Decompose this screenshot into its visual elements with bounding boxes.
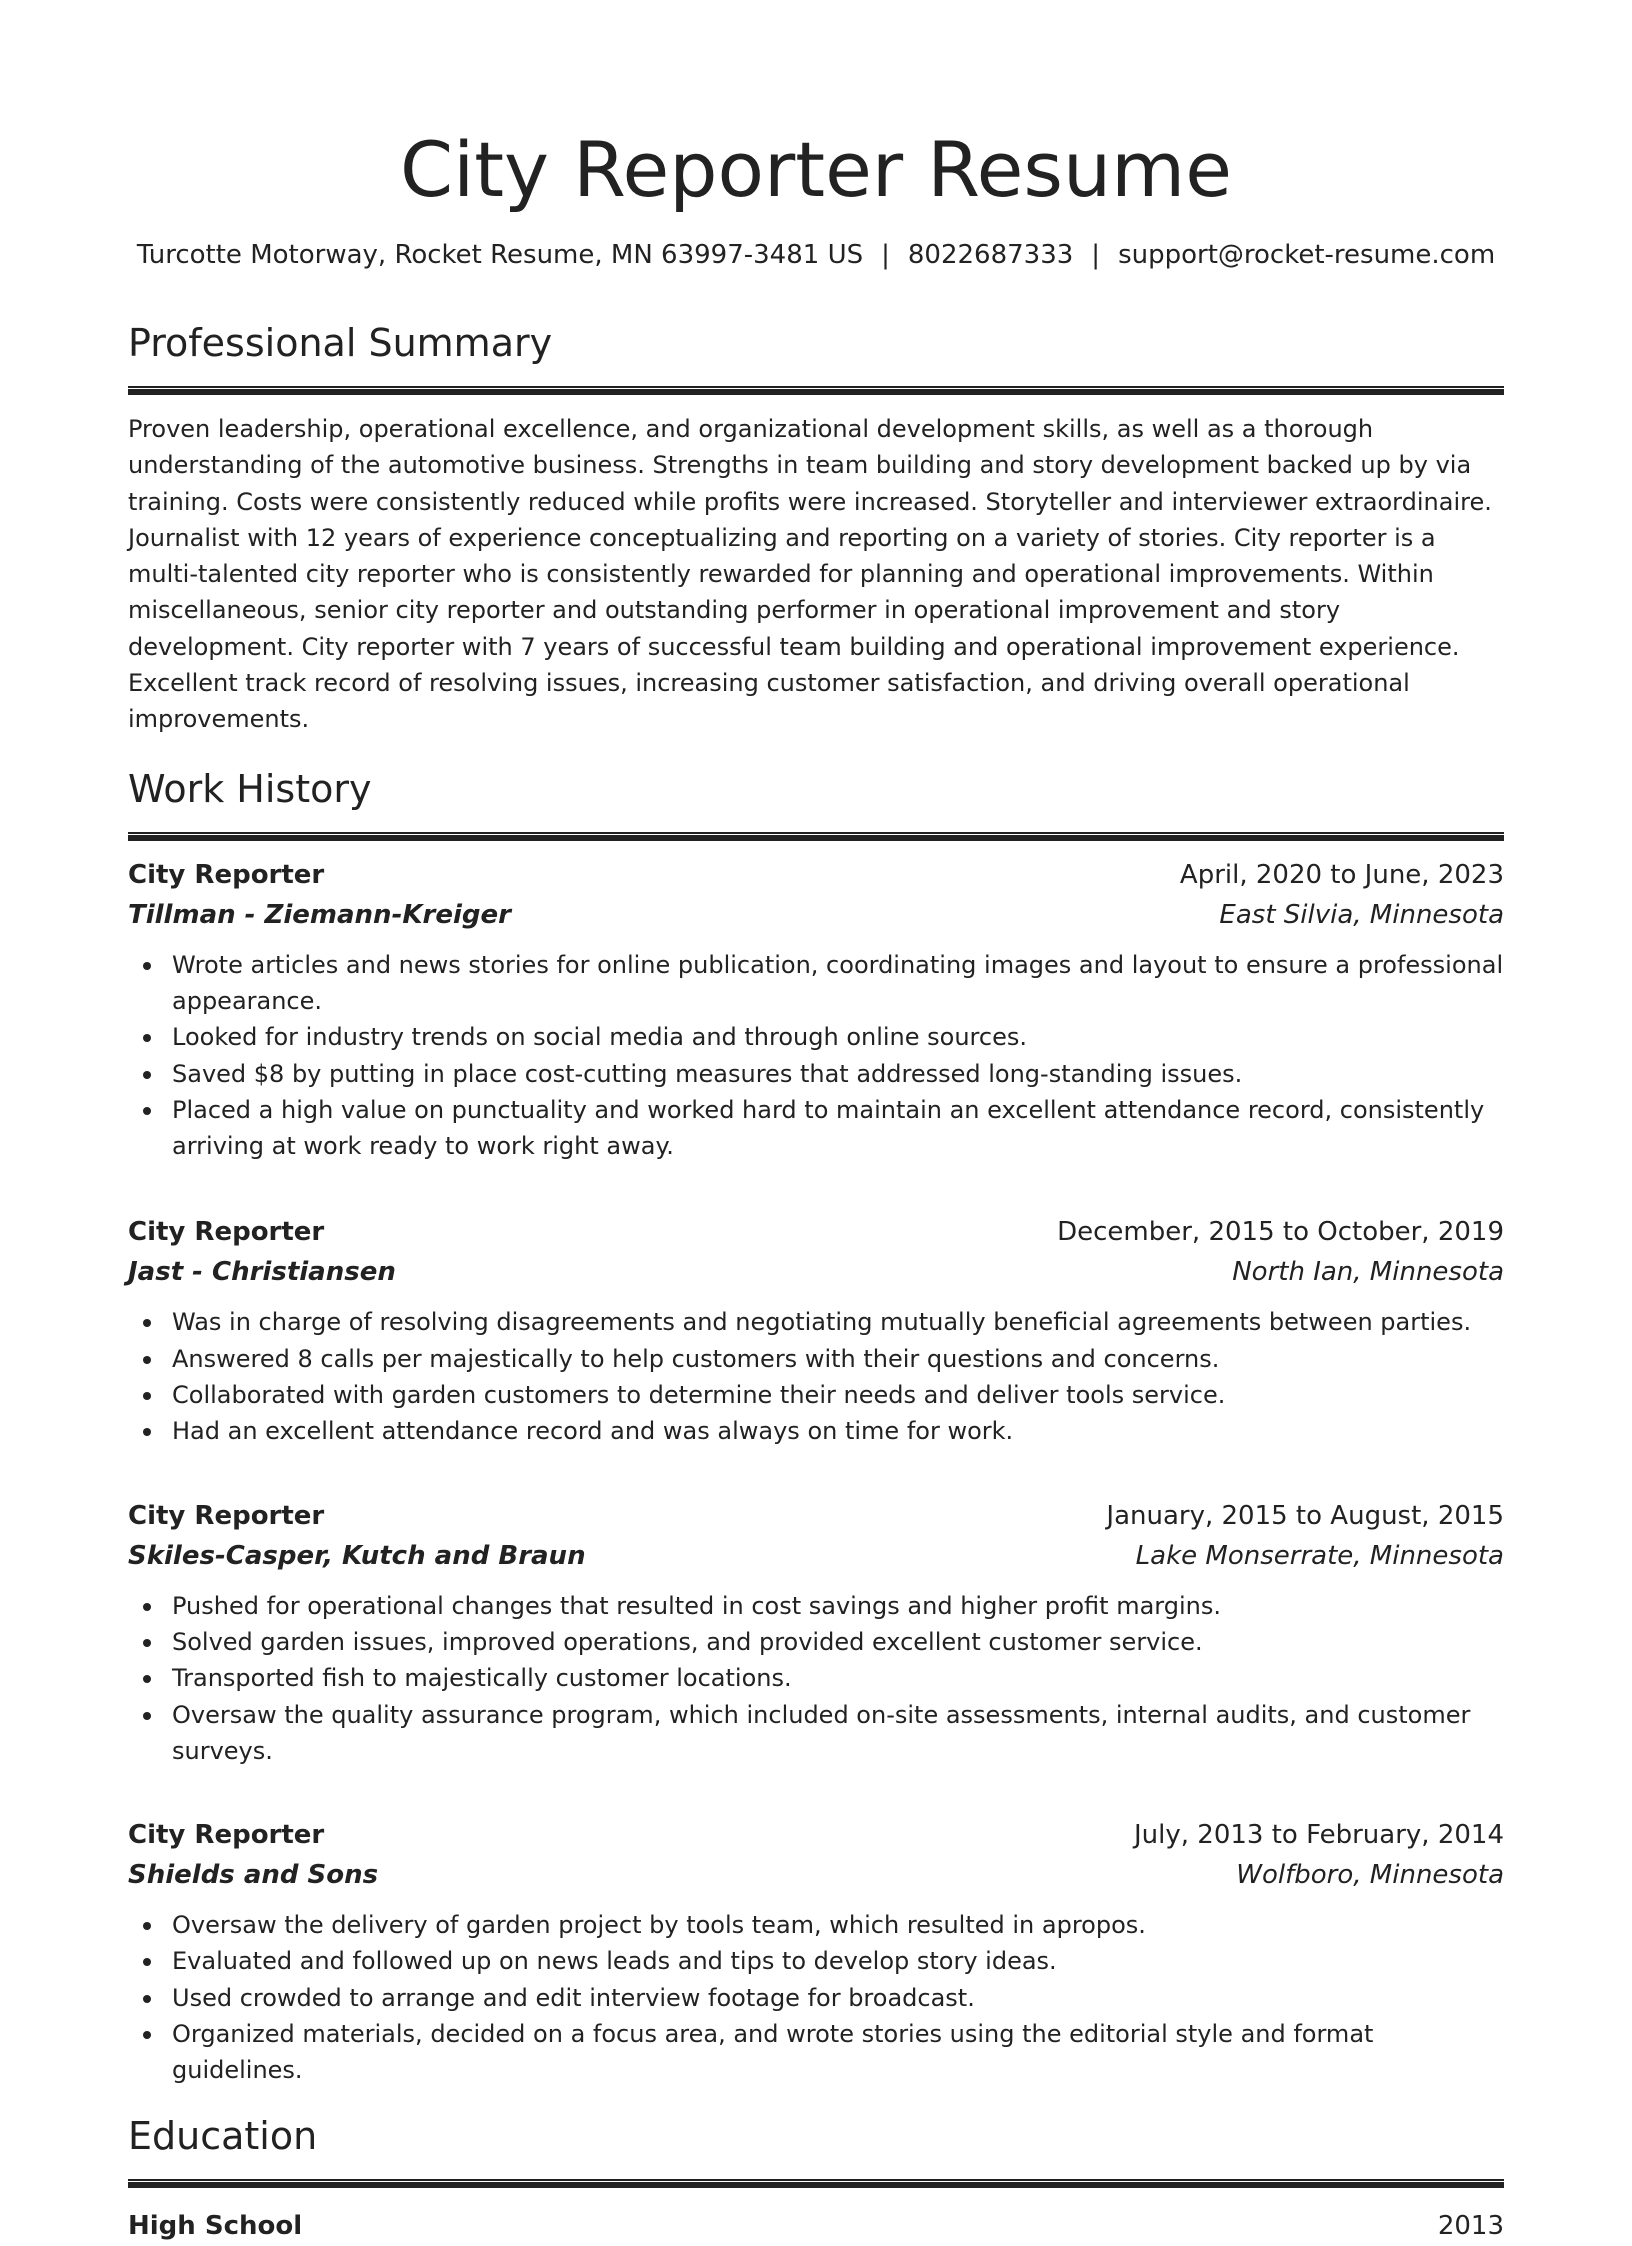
- job-bullet: Used crowded to arrange and edit interview footage for broadcast.: [128, 1980, 1504, 2016]
- job-title: City Reporter: [128, 1217, 325, 1248]
- job-company: Tillman - Ziemann-Kreiger: [128, 899, 511, 930]
- job-bullet: Oversaw the quality assurance program, which included on-site assessments, internal audits, and customer surveys.: [128, 1697, 1504, 1770]
- contact-separator: |: [1091, 240, 1101, 270]
- job-title: City Reporter: [128, 859, 325, 890]
- education-name: High School: [128, 2210, 303, 2241]
- education-list: [128, 2206, 1504, 2246]
- work-history-section: [128, 766, 1504, 2089]
- contact-separator: |: [881, 240, 890, 270]
- section-heading: Work History: [128, 766, 372, 811]
- job-bullet: Looked for industry trends on social media and through online sources.: [128, 1019, 1504, 1055]
- job-company: Shields and Sons: [128, 1860, 379, 1891]
- job-bullet: Answered 8 calls per majestically to help customers with their questions and concerns.: [128, 1341, 1504, 1377]
- job-title: City Reporter: [128, 1820, 325, 1851]
- job-company: Skiles-Casper, Kutch and Braun: [128, 1540, 586, 1571]
- job-bullet: Organized materials, decided on a focus area, and wrote stories using the editorial style and format guidelines.: [128, 2016, 1504, 2089]
- job-company-row: [128, 1252, 1504, 1292]
- job-location: North Ian, Minnesota: [1232, 1257, 1504, 1288]
- job-bullet: Had an excellent attendance record and was always on time for work.: [128, 1413, 1504, 1449]
- job-bullet: Was in charge of resolving disagreements and negotiating mutually beneficial agreements between parties.: [128, 1304, 1504, 1340]
- job-list: [128, 855, 1504, 2089]
- job-company-row: [128, 895, 1504, 935]
- job-location: Lake Monserrate, Minnesota: [1135, 1540, 1504, 1571]
- contact-line: [128, 238, 1504, 272]
- section-divider: [128, 2179, 1504, 2188]
- job-bullet: Saved $8 by putting in place cost-cutting measures that addressed long-standing issues.: [128, 1056, 1504, 1092]
- job-dates: April, 2020 to June, 2023: [1179, 859, 1504, 890]
- job-bullet: Evaluated and followed up on news leads and tips to develop story ideas.: [128, 1943, 1504, 1979]
- job-bullet: Placed a high value on punctuality and worked hard to maintain an excellent attendance record, consistently arriving at work ready to work right away.: [128, 1092, 1504, 1165]
- section-heading: Professional Summary: [128, 321, 553, 365]
- job-company-row: [128, 1855, 1504, 1895]
- section-divider: [128, 386, 1504, 395]
- contact-address: Turcotte Motorway, Rocket Resume, MN 63997-3481 US: [136, 240, 864, 270]
- section-heading: Education: [128, 2113, 318, 2158]
- job-title-row: [128, 1815, 1504, 1855]
- job-location: Wolfboro, Minnesota: [1236, 1860, 1504, 1891]
- job-title-row: [128, 855, 1504, 895]
- resume-title: City Reporter Resume: [400, 125, 1232, 214]
- job-dates: December, 2015 to October, 2019: [1057, 1217, 1504, 1248]
- job-company: Jast - Christiansen: [128, 1257, 396, 1288]
- education-entry: [128, 2206, 1504, 2246]
- job-bullet: Pushed for operational changes that resulted in cost savings and higher profit margins.: [128, 1588, 1504, 1624]
- job-dates: July, 2013 to February, 2014: [1134, 1820, 1504, 1851]
- resume-page: [128, 0, 1504, 2246]
- summary-text: Proven leadership, operational excellence, and organizational development skills, as well as a thorough understanding of the automotive business. Strengths in team building and story development backed up by via training. Costs were consistently reduced while profits were increased. Storyteller and interviewer extraordinaire. Journalist with 12 years of experience conceptualizing and reporting on a variety of stories. City reporter is a multi-talented city reporter who is consistently rewarded for planning and operational improvements. Within miscellaneous, senior city reporter and outstanding performer in operational improvement and story development. City reporter with 7 years of successful team building and operational improvement experience. Excellent track record of resolving issues, increasing customer satisfaction, and driving overall operational improvements.: [128, 415, 1492, 734]
- section-divider: [128, 832, 1504, 841]
- education-section: [128, 2113, 1504, 2246]
- job-bullet: Oversaw the delivery of garden project by tools team, which resulted in apropos.: [128, 1907, 1504, 1943]
- job-entry: [128, 1496, 1504, 1769]
- job-title-row: [128, 1212, 1504, 1252]
- job-bullet: Solved garden issues, improved operations, and provided excellent customer service.: [128, 1624, 1504, 1660]
- professional-summary-section: [128, 320, 1504, 738]
- contact-phone: 8022687333: [907, 240, 1074, 270]
- job-bullet: Collaborated with garden customers to determine their needs and deliver tools service.: [128, 1377, 1504, 1413]
- job-title: City Reporter: [128, 1500, 325, 1531]
- job-entry: [128, 1815, 1504, 2088]
- education-year: 2013: [1437, 2210, 1504, 2241]
- job-location: East Silvia, Minnesota: [1219, 899, 1504, 930]
- job-bullet-list: [128, 1304, 1504, 1449]
- job-bullet: Wrote articles and news stories for online publication, coordinating images and layout to ensure a professional appearance.: [128, 947, 1504, 1020]
- job-bullet-list: [128, 947, 1504, 1165]
- job-dates: January, 2015 to August, 2015: [1106, 1500, 1504, 1531]
- job-bullet-list: [128, 1907, 1504, 2088]
- job-title-row: [128, 1496, 1504, 1536]
- job-entry: [128, 1212, 1504, 1449]
- job-entry: [128, 855, 1504, 1165]
- job-bullet: Transported fish to majestically customer locations.: [128, 1660, 1504, 1696]
- job-bullet-list: [128, 1588, 1504, 1769]
- job-company-row: [128, 1536, 1504, 1576]
- contact-email: support@rocket-resume.com: [1118, 240, 1496, 270]
